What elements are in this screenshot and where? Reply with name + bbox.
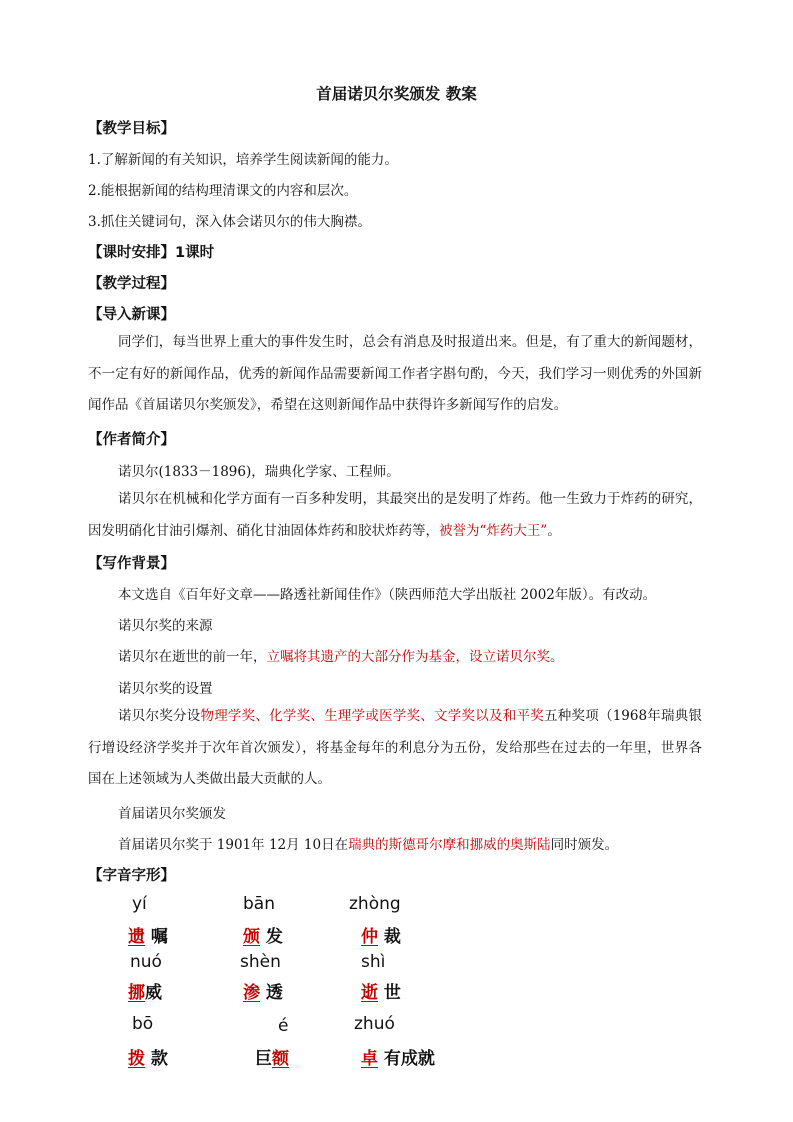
setup-highlight: 物理学奖、化学奖、生理学或医学奖、文学奖以及和平奖 — [200, 708, 544, 724]
origin-text — [118, 645, 564, 665]
word-hl-char: 拨 — [128, 1049, 145, 1069]
first-text-a: 首届诺贝尔奖于 1901年 12月 10日在 — [118, 837, 349, 853]
author-highlight: 被誉为“炸药大王” — [439, 522, 548, 539]
author-paragraph — [88, 484, 702, 547]
word-rest: 有成就 — [378, 1049, 435, 1069]
goal-item-3: 3.抓住关键词句，深入体会诺贝尔的伟大胸襟。 — [88, 214, 371, 230]
word-shentou — [243, 978, 283, 1003]
origin-text-end: 。 — [550, 649, 564, 665]
word-nuowei — [128, 978, 162, 1003]
pinyin-shi: shì — [361, 952, 386, 972]
setup-text-b: 五种奖项（1968年瑞典银行增设经济学奖并于次年首次颁发），将基金每年的利息分为五份，发给那些在过去的一年里，世界各国在上述领域为人类做出最大贡献的人。 — [88, 708, 703, 787]
goal-item-1: 1.了解新闻的有关知识，培养学生阅读新闻的能力。 — [88, 152, 398, 168]
word-pre: 巨 — [255, 1049, 272, 1069]
pinyin-zhuo: zhuó — [354, 1014, 395, 1034]
word-bokuan — [128, 1044, 168, 1069]
heading-schedule: 【课时安排】1课时 — [88, 245, 215, 261]
pinyin-ban: bān — [243, 894, 275, 914]
first-text-b: 同时颁发。 — [550, 837, 619, 853]
goal-item-2: 2.能根据新闻的结构理清课文的内容和层次。 — [88, 183, 358, 199]
word-hl-char: 额 — [272, 1049, 289, 1069]
word-hl-char: 卓 — [361, 1049, 378, 1069]
pinyin-e: é — [278, 1016, 289, 1036]
pinyin-nuo: nuó — [130, 952, 162, 972]
author-line: 诺贝尔(1833－1896)，瑞典化学家、工程师。 — [118, 464, 400, 480]
setup-paragraph — [88, 701, 702, 796]
word-hl-char: 挪 — [128, 983, 145, 1003]
word-zhongcai — [361, 922, 401, 947]
pinyin-zhong: zhòng — [349, 894, 401, 914]
origin-text-a: 诺贝尔在逝世的前一年， — [118, 649, 267, 665]
setup-label: 诺贝尔奖的设置 — [118, 681, 213, 697]
word-shishi — [361, 978, 401, 1003]
heading-process: 【教学过程】 — [88, 276, 175, 292]
heading-characters: 【字音字形】 — [88, 868, 175, 884]
word-rest: 威 — [145, 983, 162, 1003]
pinyin-shen: shèn — [240, 952, 281, 972]
word-hl-char: 遗 — [128, 927, 145, 947]
word-jue — [255, 1044, 289, 1069]
word-rest: 发 — [260, 927, 283, 947]
heading-intro: 【导入新课】 — [88, 307, 175, 323]
heading-author: 【作者简介】 — [88, 432, 175, 448]
author-text: 诺贝尔在机械和化学方面有一百多种发明，其最突出的是发明了炸药。他一生致力于炸药的研究，因发明硝化甘油引爆剂、硝化甘油固体炸药和胶状炸药等， — [88, 491, 702, 539]
origin-highlight: 立嘱将其遗产的大部分作为基金，设立诺贝尔奖 — [266, 649, 550, 665]
pinyin-bo: bō — [132, 1014, 154, 1034]
heading-background: 【写作背景】 — [88, 556, 175, 572]
author-text-end: 。 — [547, 522, 561, 539]
word-hl-char: 颁 — [243, 927, 260, 947]
word-rest: 嘱 — [145, 927, 168, 947]
pinyin-yi: yí — [132, 894, 147, 914]
word-rest: 款 — [145, 1049, 168, 1069]
first-label: 首届诺贝尔奖颁发 — [118, 806, 226, 822]
first-text — [118, 833, 618, 853]
document-title: 首届诺贝尔奖颁发 教案 — [316, 85, 477, 103]
word-yizhu — [128, 922, 168, 947]
intro-paragraph: 同学们，每当世界上重大的事件发生时，总会有消息及时报道出来。但是，有了重大的新闻题材，不一定有好的新闻作品，优秀的新闻作品需要新闻工作者字斟句酌，今天，我们学习一则优秀的外国新闻作品《首届诺贝尔奖颁发》，希望在这则新闻作品中获得许多新闻写作的启发。 — [88, 334, 702, 413]
word-zhuoyouchengjiu — [361, 1044, 435, 1069]
word-hl-char: 逝 — [361, 983, 378, 1003]
background-source: 本文选自《百年好文章——路透社新闻佳作》（陕西师范大学出版社 2002年版）。有改动。 — [118, 587, 657, 603]
word-hl-char: 渗 — [243, 983, 260, 1003]
first-highlight: 瑞典的斯德哥尔摩和挪威的奥斯陆 — [348, 837, 551, 853]
setup-text-a: 诺贝尔奖分设 — [118, 708, 201, 724]
origin-label: 诺贝尔奖的来源 — [118, 618, 213, 634]
word-rest: 世 — [378, 983, 401, 1003]
word-hl-char: 仲 — [361, 927, 378, 947]
word-rest: 透 — [260, 983, 283, 1003]
word-banfa — [243, 922, 283, 947]
word-rest: 裁 — [378, 927, 401, 947]
heading-teaching-goals: 【教学目标】 — [88, 121, 175, 137]
